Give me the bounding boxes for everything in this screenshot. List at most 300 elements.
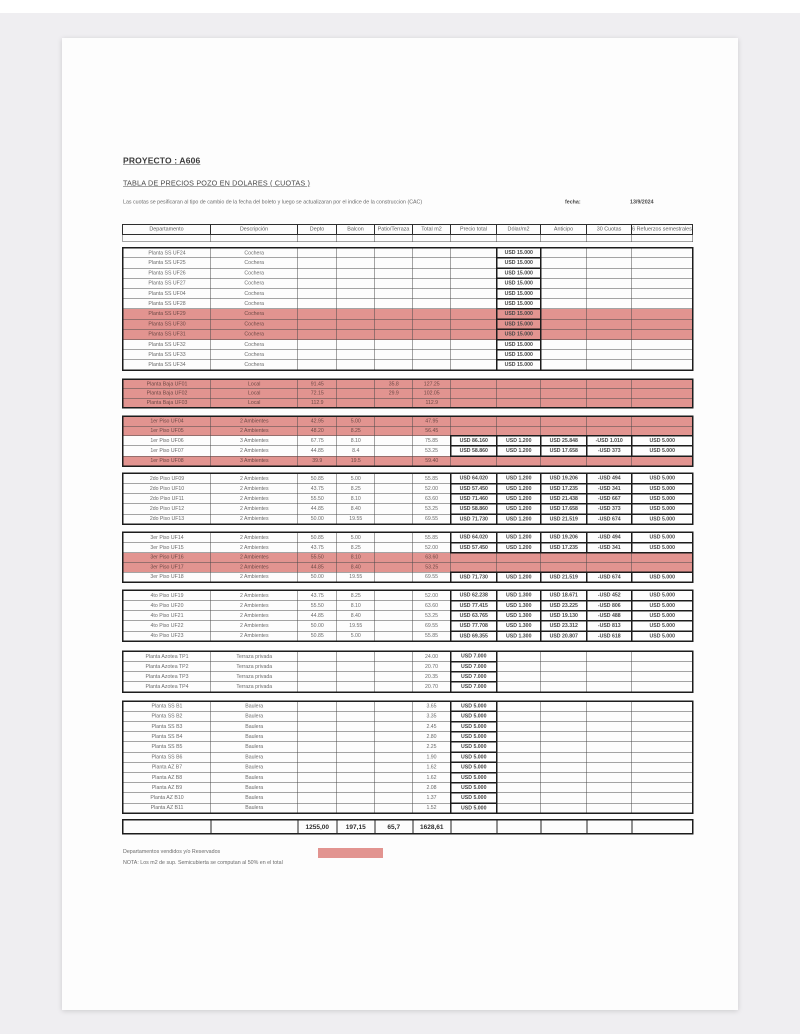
header-row (123, 225, 693, 235)
cell (451, 329, 497, 339)
cell (375, 514, 413, 524)
cell: USD 57.450 (451, 484, 497, 494)
column-header-9: 30 Cuotas (587, 225, 632, 235)
cell (298, 732, 337, 742)
cell: 8.25 (337, 543, 375, 553)
cell: Planta AZ B8 (123, 773, 211, 783)
cell: -USD 341 (587, 484, 632, 494)
cell (632, 562, 693, 572)
cell: 19.55 (337, 514, 375, 524)
cell (632, 711, 693, 721)
table-row (123, 783, 693, 793)
cell: USD 15.000 (497, 319, 541, 329)
cell (632, 803, 693, 813)
cell: 24.00 (413, 651, 451, 661)
cell (632, 289, 693, 299)
cell: USD 19.206 (541, 532, 587, 542)
cell: Planta SS B1 (123, 701, 211, 711)
cell: Planta AZ B10 (123, 793, 211, 803)
cell (375, 662, 413, 672)
cell: 42.95 (298, 416, 337, 426)
cell: Planta SS B6 (123, 752, 211, 762)
cell (375, 701, 413, 711)
cell: USD 15.000 (497, 268, 541, 278)
cell: USD 5.000 (632, 494, 693, 504)
cell: 55.50 (298, 553, 337, 563)
cell (337, 793, 375, 803)
cell: 5.00 (337, 532, 375, 542)
cell: -USD 373 (587, 504, 632, 514)
cell (541, 701, 587, 711)
spacer-cell (337, 235, 375, 242)
cell: USD 1.300 (497, 590, 541, 600)
cell (497, 803, 541, 813)
cell: 4to Piso UF23 (123, 631, 211, 641)
cell (632, 278, 693, 288)
table-row (123, 436, 693, 446)
cell (337, 803, 375, 813)
cell (632, 773, 693, 783)
cell: USD 71.460 (451, 494, 497, 504)
cell: USD 57.450 (451, 543, 497, 553)
cell: 2 Ambientes (211, 473, 298, 483)
cell (375, 572, 413, 582)
cell (587, 762, 632, 772)
cell (375, 319, 413, 329)
cell (541, 350, 587, 360)
cell: 20.35 (413, 672, 451, 682)
cell: Cochera (211, 309, 298, 319)
cell: USD 21.438 (541, 494, 587, 504)
cell (632, 389, 693, 398)
cell: Baulera (211, 732, 298, 742)
cell (541, 389, 587, 398)
cell: 29.9 (375, 389, 413, 398)
cell: Planta SS UF25 (123, 258, 211, 268)
cell: USD 5.000 (451, 803, 497, 813)
cell (587, 268, 632, 278)
cell: Planta Azotea TP2 (123, 662, 211, 672)
table-row (123, 701, 693, 711)
cell (632, 299, 693, 309)
table-row (123, 289, 693, 299)
cell (541, 360, 587, 370)
cell (375, 553, 413, 563)
cell: 2 Ambientes (211, 484, 298, 494)
table-row (123, 793, 693, 803)
cell: USD 5.000 (632, 572, 693, 582)
cell: Planta Azotea TP4 (123, 682, 211, 692)
cell (497, 732, 541, 742)
cell (587, 793, 632, 803)
cell: 2do Piso UF13 (123, 514, 211, 524)
cell (337, 258, 375, 268)
fecha-label: fecha: (565, 199, 581, 205)
column-header-4: Patio/Terraza (375, 225, 413, 235)
cell (337, 651, 375, 661)
cell: 2 Ambientes (211, 631, 298, 641)
cell: 1.52 (413, 803, 451, 813)
cell (587, 562, 632, 572)
cell (337, 722, 375, 732)
cell (375, 504, 413, 514)
cell (337, 742, 375, 752)
cell: 2.25 (413, 742, 451, 752)
cell: 50.85 (298, 532, 337, 542)
cell (497, 682, 541, 692)
cell (375, 248, 413, 258)
cell (375, 289, 413, 299)
cell (497, 752, 541, 762)
cell (337, 773, 375, 783)
cell (587, 553, 632, 563)
cell: USD 63.765 (451, 611, 497, 621)
total-cell: 197,15 (337, 820, 375, 834)
cell: 2 Ambientes (211, 426, 298, 436)
cell (541, 553, 587, 563)
cell: 52.00 (413, 590, 451, 600)
note-line (123, 199, 710, 206)
cell: 63.60 (413, 601, 451, 611)
cell: 44.85 (298, 611, 337, 621)
table-row (123, 360, 693, 370)
cell (451, 258, 497, 268)
spacer-cell (451, 235, 497, 242)
page-title: PROYECTO : A606 (123, 156, 201, 166)
block-cuarto-piso (122, 590, 694, 643)
cell: USD 5.000 (632, 532, 693, 542)
spacer-cell (211, 235, 298, 242)
cell (375, 631, 413, 641)
cell (497, 762, 541, 772)
cell (497, 416, 541, 426)
cell: -USD 488 (587, 611, 632, 621)
cell (375, 752, 413, 762)
cell (298, 350, 337, 360)
cell: 8.40 (337, 611, 375, 621)
cell: 44.85 (298, 562, 337, 572)
cell (632, 426, 693, 436)
cell (413, 289, 451, 299)
spacer-cell (541, 235, 587, 242)
cell: USD 5.000 (451, 793, 497, 803)
block-primer-piso (122, 416, 694, 468)
cell (632, 762, 693, 772)
cell (298, 682, 337, 692)
cell (587, 773, 632, 783)
cell (337, 762, 375, 772)
table-row (123, 621, 693, 631)
cell (632, 722, 693, 732)
cell: Baulera (211, 701, 298, 711)
cell: 2.80 (413, 732, 451, 742)
cell (298, 651, 337, 661)
cell: 2 Ambientes (211, 446, 298, 456)
table-row (123, 553, 693, 563)
table-row (123, 299, 693, 309)
cell: Planta SS UF29 (123, 309, 211, 319)
total-cell (497, 820, 541, 834)
cell: USD 17.235 (541, 543, 587, 553)
cell: USD 1.200 (497, 532, 541, 542)
totals-row (123, 820, 693, 834)
cell (375, 416, 413, 426)
cell: -USD 341 (587, 543, 632, 553)
cell: USD 71.730 (451, 572, 497, 582)
table-row (123, 611, 693, 621)
cell: 2 Ambientes (211, 553, 298, 563)
cell: 3er Piso UF14 (123, 532, 211, 542)
cell (375, 562, 413, 572)
cell (497, 722, 541, 732)
cell: 3 Ambientes (211, 456, 298, 466)
cell (375, 426, 413, 436)
cell: USD 1.300 (497, 601, 541, 611)
cell (541, 803, 587, 813)
cell (541, 456, 587, 466)
cell (337, 711, 375, 721)
cell (451, 278, 497, 288)
table-row (123, 248, 693, 258)
table-row (123, 379, 693, 389)
table-row (123, 484, 693, 494)
cell (497, 379, 541, 389)
cell: 52.00 (413, 543, 451, 553)
cell (298, 319, 337, 329)
column-header-1: Descripción (211, 225, 298, 235)
cell: 69.55 (413, 572, 451, 582)
cell: Cochera (211, 258, 298, 268)
cell: USD 23.312 (541, 621, 587, 631)
cell (541, 379, 587, 389)
cell (413, 248, 451, 258)
cell (632, 752, 693, 762)
cell: 2 Ambientes (211, 611, 298, 621)
cell (541, 309, 587, 319)
cell: USD 1.300 (497, 621, 541, 631)
cell: -USD 494 (587, 532, 632, 542)
cell (375, 793, 413, 803)
cell (375, 590, 413, 600)
cell: 8.40 (337, 562, 375, 572)
cell: 50.85 (298, 631, 337, 641)
cell: USD 21.519 (541, 514, 587, 524)
cell (298, 329, 337, 339)
cell (541, 340, 587, 350)
cell (497, 651, 541, 661)
column-header-5: Total m2 (413, 225, 451, 235)
cell (587, 309, 632, 319)
cell (632, 701, 693, 711)
table-row (123, 672, 693, 682)
cell (632, 651, 693, 661)
cell: 4to Piso UF19 (123, 590, 211, 600)
cell (375, 329, 413, 339)
table-row (123, 309, 693, 319)
cell (451, 268, 497, 278)
cell: 20.70 (413, 662, 451, 672)
cell: USD 5.000 (451, 783, 497, 793)
cell (451, 350, 497, 360)
cell: Planta AZ B7 (123, 762, 211, 772)
table-row (123, 543, 693, 553)
cell: -USD 806 (587, 601, 632, 611)
table-row (123, 532, 693, 542)
cell: USD 15.000 (497, 329, 541, 339)
cell: USD 15.000 (497, 309, 541, 319)
cell: USD 17.658 (541, 504, 587, 514)
cell: 2 Ambientes (211, 532, 298, 542)
cell (337, 783, 375, 793)
cell: 56.45 (413, 426, 451, 436)
cell: USD 7.000 (451, 672, 497, 682)
cell (497, 672, 541, 682)
cell: 44.85 (298, 446, 337, 456)
cell (298, 360, 337, 370)
block-segundo-piso (122, 473, 694, 526)
cell (587, 662, 632, 672)
cell (541, 793, 587, 803)
cell (337, 340, 375, 350)
cell: 69.55 (413, 621, 451, 631)
top-strip (0, 0, 800, 13)
price-table-header (122, 224, 693, 242)
cell: USD 5.000 (451, 752, 497, 762)
table-row (123, 416, 693, 426)
column-header-8: Anticipo (541, 225, 587, 235)
cell (632, 398, 693, 408)
cell (587, 278, 632, 288)
cell (337, 350, 375, 360)
page-subtitle: TABLA DE PRECIOS POZO EN DOLARES ( CUOTAS ) (123, 179, 311, 188)
cell: 55.85 (413, 532, 451, 542)
cell (587, 360, 632, 370)
cell: 1.62 (413, 762, 451, 772)
cell: 63.60 (413, 553, 451, 563)
cell: Cochera (211, 319, 298, 329)
cell (632, 360, 693, 370)
cell: 43.75 (298, 543, 337, 553)
cell: 1.37 (413, 793, 451, 803)
cell: 91.45 (298, 379, 337, 389)
cell: 35.8 (375, 379, 413, 389)
cell (298, 672, 337, 682)
cell: 43.75 (298, 484, 337, 494)
cell: 8.25 (337, 590, 375, 600)
cell: USD 15.000 (497, 340, 541, 350)
table-row (123, 446, 693, 456)
cell: 2 Ambientes (211, 621, 298, 631)
cell: Planta SS B2 (123, 711, 211, 721)
total-cell: 1255,00 (298, 820, 337, 834)
cell: Terraza privada (211, 682, 298, 692)
cell: 55.50 (298, 494, 337, 504)
cell (298, 762, 337, 772)
cell (541, 773, 587, 783)
cell (337, 360, 375, 370)
cell: USD 15.000 (497, 360, 541, 370)
table-row (123, 398, 693, 408)
cell (413, 268, 451, 278)
cell (451, 416, 497, 426)
cell: USD 1.200 (497, 473, 541, 483)
cell (632, 350, 693, 360)
cell: USD 17.658 (541, 446, 587, 456)
cell: 112.9 (413, 398, 451, 408)
cell: USD 5.000 (632, 504, 693, 514)
cell: 8.10 (337, 553, 375, 563)
cell: USD 5.000 (632, 473, 693, 483)
cell: 1er Piso UF07 (123, 446, 211, 456)
cell (337, 268, 375, 278)
cell: Planta SS UF26 (123, 268, 211, 278)
cell (632, 309, 693, 319)
cell (413, 258, 451, 268)
cell: USD 1.300 (497, 611, 541, 621)
cell: Planta SS B5 (123, 742, 211, 752)
cell (337, 319, 375, 329)
cell (497, 711, 541, 721)
cell: Planta SS B3 (123, 722, 211, 732)
cell: 1.90 (413, 752, 451, 762)
cell: USD 5.000 (451, 722, 497, 732)
cell (632, 456, 693, 466)
cell (587, 416, 632, 426)
column-header-3: Balcon (337, 225, 375, 235)
cell (413, 340, 451, 350)
table-row (123, 340, 693, 350)
cell (541, 651, 587, 661)
cell: USD 86.160 (451, 436, 497, 446)
cell: USD 15.000 (497, 248, 541, 258)
cell (375, 803, 413, 813)
cell (337, 278, 375, 288)
cell (541, 762, 587, 772)
cell: USD 19.206 (541, 473, 587, 483)
cell: Planta SS UF30 (123, 319, 211, 329)
cell: USD 5.000 (451, 732, 497, 742)
cell (451, 456, 497, 466)
cell: USD 15.000 (497, 289, 541, 299)
cell: USD 15.000 (497, 258, 541, 268)
cell: 2.08 (413, 783, 451, 793)
cell (298, 268, 337, 278)
cell (587, 426, 632, 436)
cell: USD 5.000 (632, 601, 693, 611)
cell: 1er Piso UF08 (123, 456, 211, 466)
cell: Terraza privada (211, 662, 298, 672)
cell: Cochera (211, 248, 298, 258)
cell (451, 360, 497, 370)
cell (375, 783, 413, 793)
cell (541, 289, 587, 299)
table-row (123, 329, 693, 339)
total-cell (123, 820, 211, 834)
cell (497, 426, 541, 436)
cell (541, 783, 587, 793)
cell (451, 553, 497, 563)
cell: 2 Ambientes (211, 416, 298, 426)
cell: USD 58.860 (451, 446, 497, 456)
cell (375, 494, 413, 504)
cell: USD 19.130 (541, 611, 587, 621)
cell: Planta SS UF34 (123, 360, 211, 370)
cell (587, 711, 632, 721)
column-header-7: Dólar/m2 (497, 225, 541, 235)
cell (413, 350, 451, 360)
table-row (123, 631, 693, 641)
table-row (123, 773, 693, 783)
